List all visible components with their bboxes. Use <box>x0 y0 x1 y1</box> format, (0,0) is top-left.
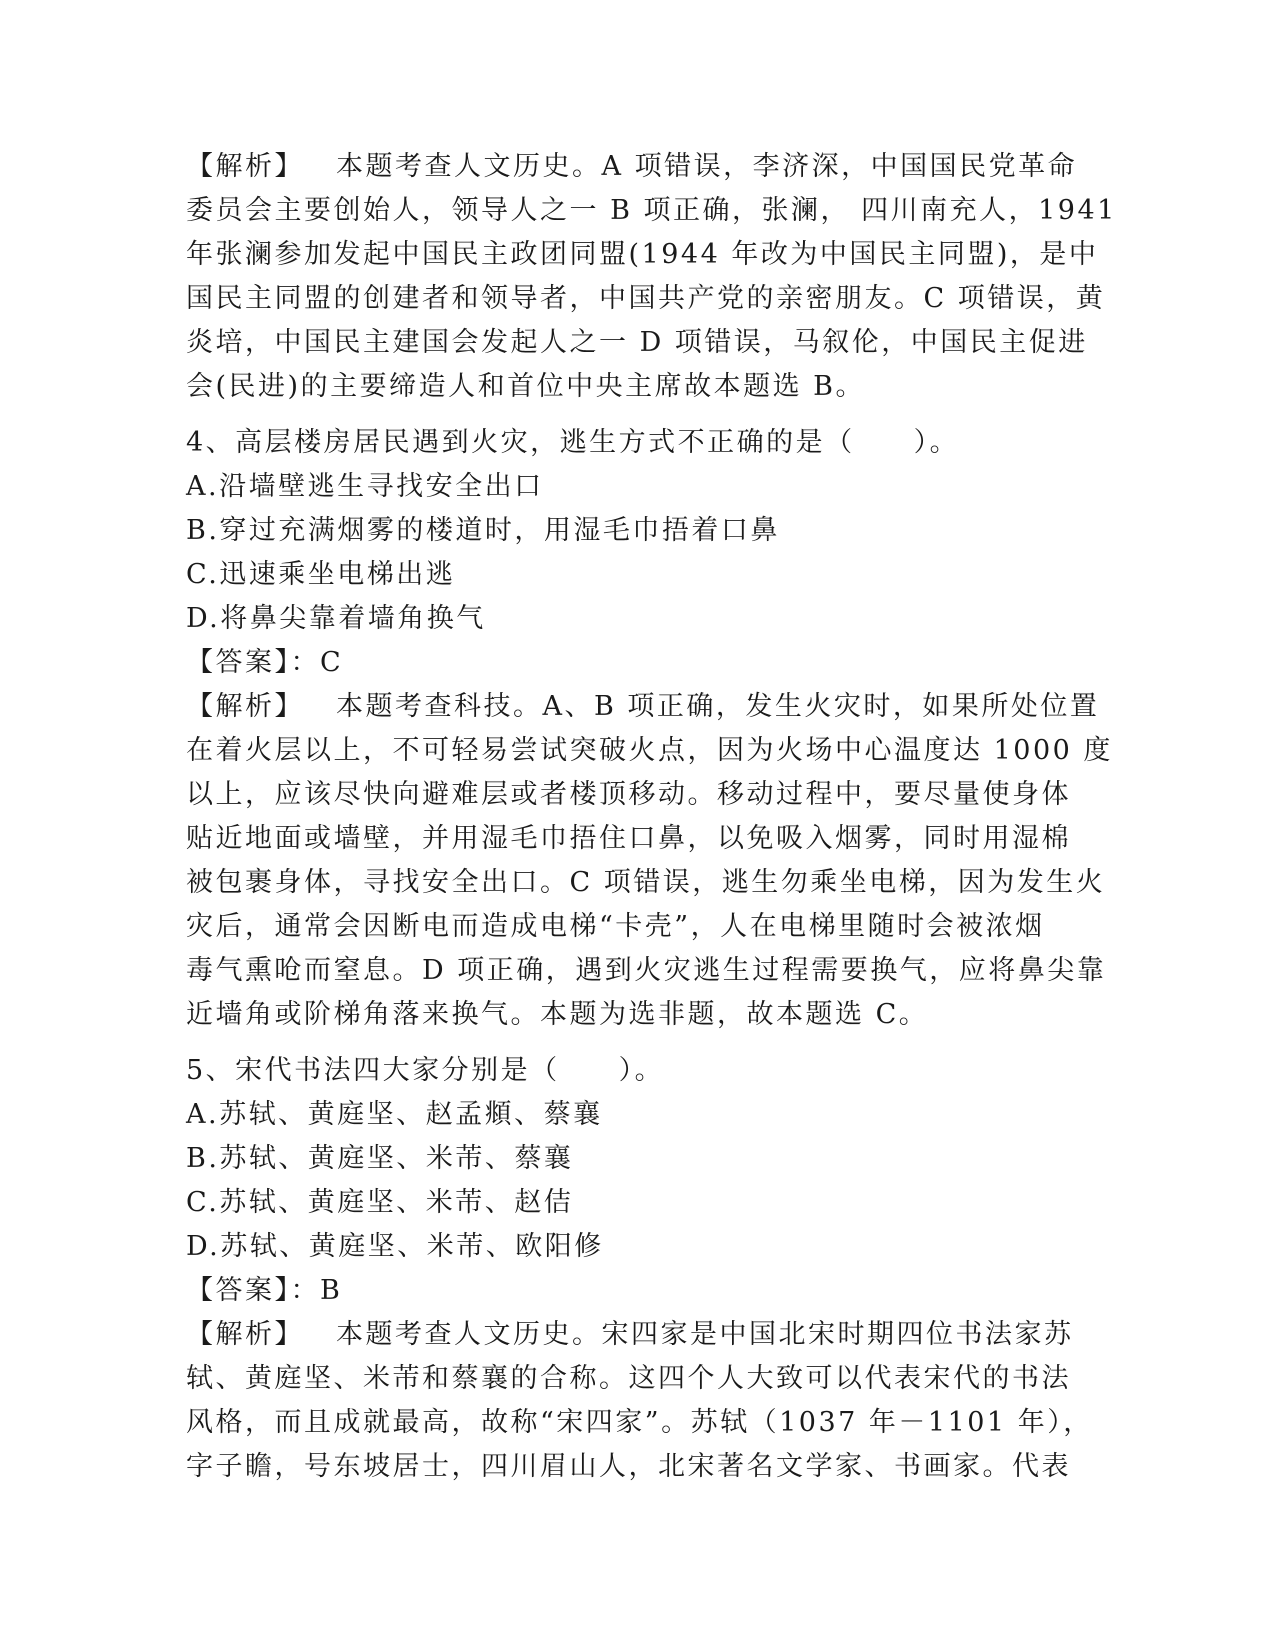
question-5: 5、宋代书法四大家分别是（ ）。 <box>186 1055 665 1086</box>
option-d: D.将鼻尖靠着墙角换气 <box>186 603 486 634</box>
analysis-tag: 【解析】 <box>186 691 304 722</box>
analysis-line: 轼、黄庭坚、米芾和蔡襄的合称。这四个人大致可以代表宋代的书法 <box>186 1363 1071 1394</box>
option-b: B.苏轼、黄庭坚、米芾、蔡襄 <box>186 1143 574 1174</box>
analysis-line: 年张澜参加发起中国民主政团同盟(1944 年改为中国民主同盟)，是中 <box>186 239 1099 270</box>
answer-line: 【答案】：B <box>186 1275 343 1306</box>
analysis-line: 【解析】 本题考查人文历史。宋四家是中国北宋时期四位书法家苏 <box>186 1313 1086 1357</box>
analysis-line: 毒气熏呛而窒息。D 项正确，遇到火灾逃生过程需要换气，应将鼻尖靠 <box>186 955 1107 986</box>
analysis-line: 以上，应该尽快向避难层或者楼顶移动。移动过程中，要尽量使身体 <box>186 779 1071 810</box>
analysis-line: 被包裹身体，寻找安全出口。C 项错误，逃生勿乘坐电梯，因为发生火 <box>186 867 1106 898</box>
analysis-line: 【解析】 本题考查人文历史。A 项错误，李济深，中国国民党革命 <box>186 145 1086 189</box>
analysis-line: 委员会主要创始人，领导人之一 B 项正确，张澜， 四川南充人，1941 <box>186 195 1117 226</box>
analysis-line: 贴近地面或墙壁，并用湿毛巾捂住口鼻，以免吸入烟雾，同时用湿棉 <box>186 823 1071 854</box>
analysis-line: 近墙角或阶梯角落来换气。本题为选非题，故本题选 C。 <box>186 999 929 1030</box>
option-c: C.苏轼、黄庭坚、米芾、赵佶 <box>186 1187 574 1218</box>
option-d: D.苏轼、黄庭坚、米芾、欧阳修 <box>186 1231 604 1262</box>
option-a: A.沿墙壁逃生寻找安全出口 <box>186 471 544 502</box>
analysis-line: 【解析】 本题考查科技。A、B 项正确，发生火灾时，如果所处位置 <box>186 685 1086 729</box>
option-a: A.苏轼、黄庭坚、赵孟頫、蔡襄 <box>186 1099 603 1130</box>
analysis-line: 字子瞻，号东坡居士，四川眉山人，北宋著名文学家、书画家。代表 <box>186 1451 1071 1482</box>
analysis-tag: 【解析】 <box>186 1319 304 1350</box>
option-b: B.穿过充满烟雾的楼道时，用湿毛巾捂着口鼻 <box>186 515 780 546</box>
analysis-tag: 【解析】 <box>186 151 304 182</box>
analysis-line: 在着火层以上，不可轻易尝试突破火点，因为火场中心温度达 1000 度 <box>186 735 1113 766</box>
analysis-line: 灾后，通常会因断电而造成电梯“卡壳”，人在电梯里随时会被浓烟 <box>186 911 1045 942</box>
analysis-line: 风格，而且成就最高，故称“宋四家”。苏轼（1037 年－1101 年）， <box>186 1407 1093 1438</box>
document-page <box>186 145 1117 1489</box>
answer-line: 【答案】：C <box>186 647 344 678</box>
question-4: 4、高层楼房居民遇到火灾，逃生方式不正确的是（ ）。 <box>186 427 960 458</box>
analysis-line: 炎培，中国民主建国会发起人之一 D 项错误，马叙伦，中国民主促进 <box>186 327 1088 358</box>
analysis-line: 会(民进)的主要缔造人和首位中央主席故本题选 B。 <box>186 371 865 402</box>
analysis-line: 国民主同盟的创建者和领导者，中国共产党的亲密朋友。C 项错误，黄 <box>186 283 1106 314</box>
option-c: C.迅速乘坐电梯出逃 <box>186 559 456 590</box>
